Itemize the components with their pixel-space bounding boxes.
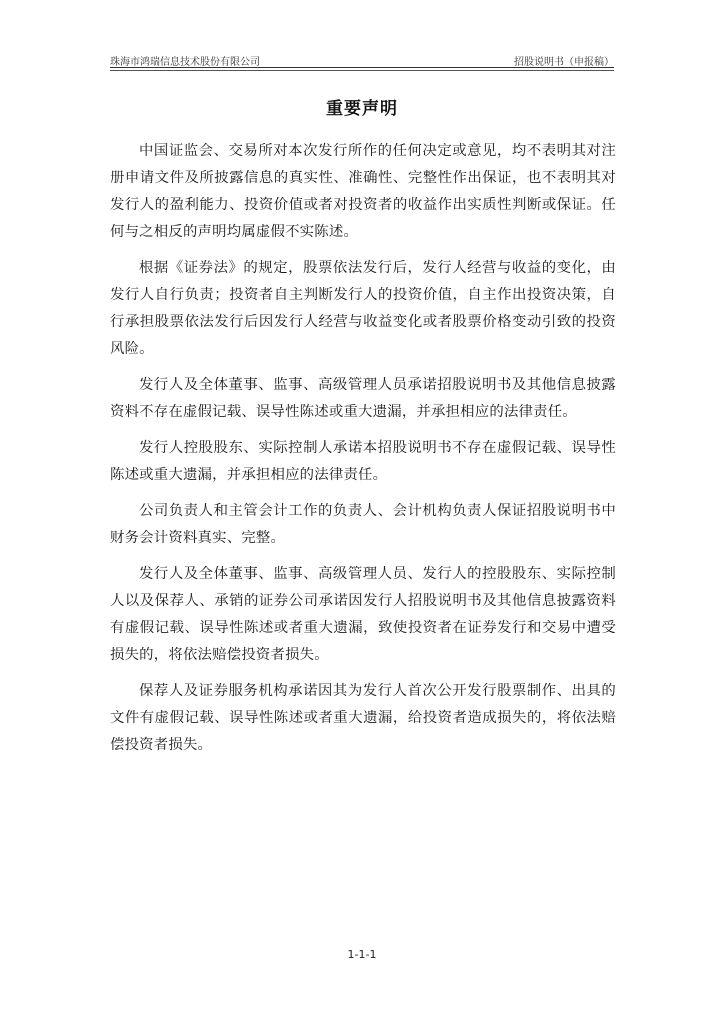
header-rule-thin <box>110 70 614 71</box>
paragraph-1: 中国证监会、交易所对本次发行所作的任何决定或意见，均不表明其对注册申请文件及所披露信息的真实性、准确性、完整性作出保证，也不表明其对发行人的盈利能力、投资价值或者对投资者的收益作出实质性判断或保证。任何与之相反的声明均属虚假不实陈述。 <box>110 143 616 240</box>
paragraph-5: 公司负责人和主管会计工作的负责人、会计机构负责人保证招股说明书中财务会计资料真实、完整。 <box>110 503 616 546</box>
paragraph-2: 根据《证券法》的规定，股票依法发行后，发行人经营与收益的变化，由发行人自行负责；投资者自主判断发行人的投资价值，自主作出投资决策，自行承担股票依法发行后因发行人经营与收益变化或者股票价格变动引致的投资风险。 <box>110 260 616 357</box>
paragraph-3: 发行人及全体董事、监事、高级管理人员承诺招股说明书及其他信息披露资料不存在虚假记载、误导性陈述或重大遗漏，并承担相应的法律责任。 <box>110 377 616 420</box>
page-number: 1-1-1 <box>347 948 377 961</box>
paragraph-6: 发行人及全体董事、监事、高级管理人员、发行人的控股股东、实际控制人以及保荐人、承销的证券公司承诺因发行人招股说明书及其他信息披露资料有虚假记载、误导性陈述或者重大遗漏，致使投资者在证券发行和交易中遭受损失的，将依法赔偿投资者损失。 <box>110 566 616 663</box>
paragraph-4: 发行人控股股东、实际控制人承诺本招股说明书不存在虚假记载、误导性陈述或重大遗漏，并承担相应的法律责任。 <box>110 440 616 483</box>
paragraph-7: 保荐人及证券服务机构承诺因其为发行人首次公开发行股票制作、出具的文件有虚假记载、误导性陈述或者重大遗漏，给投资者造成损失的，将依法赔偿投资者损失。 <box>110 683 616 753</box>
header-document-type: 招股说明书（申报稿） <box>514 57 614 68</box>
header-rule-thick <box>110 67 614 68</box>
page-title: 重要声明 <box>326 99 398 119</box>
page-header <box>110 50 614 68</box>
statement-body <box>110 138 616 768</box>
header-company-name: 珠海市鸿瑞信息技术股份有限公司 <box>110 57 260 68</box>
